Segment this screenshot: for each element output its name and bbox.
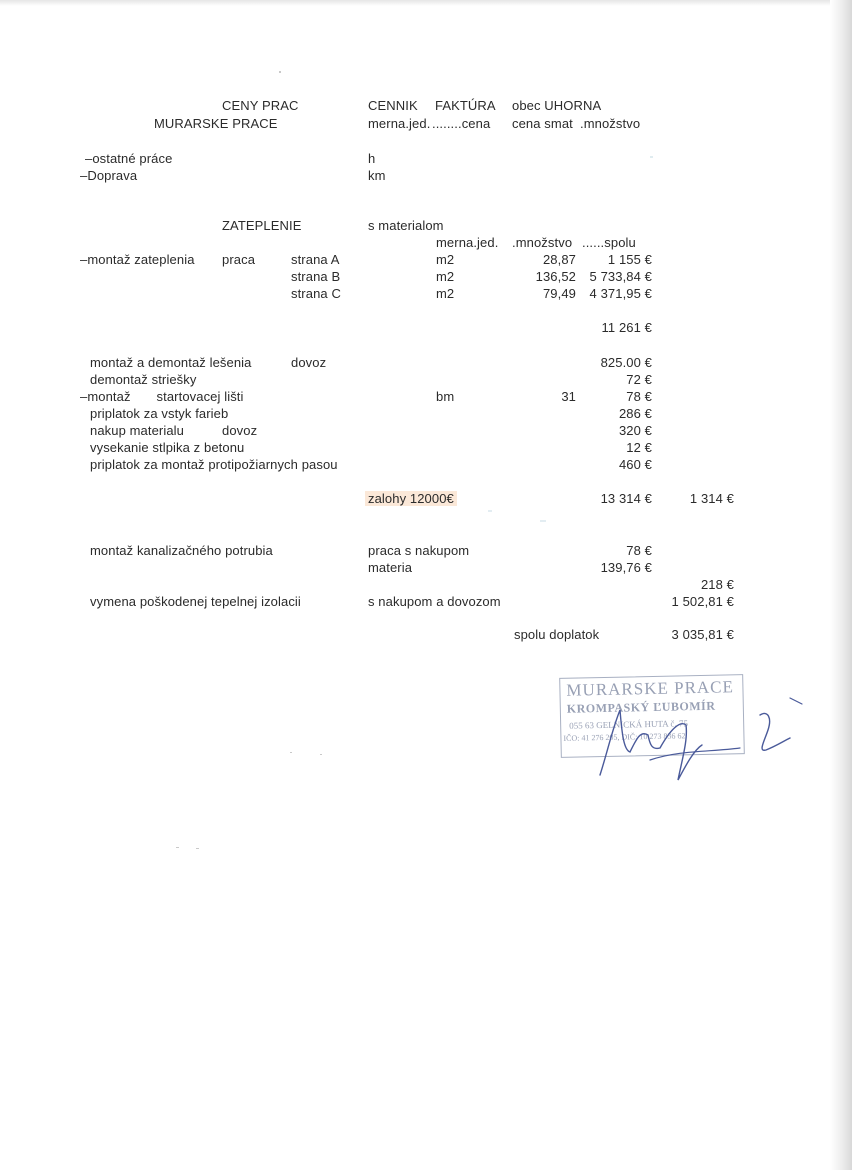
doprava-label: –Doprava [80, 168, 138, 183]
header-cennik: CENNIK [368, 98, 418, 113]
scan-speck [290, 752, 292, 753]
strana-c-label: strana C [291, 286, 341, 301]
item-farby-label: priplatok za vstyk farieb [90, 406, 229, 421]
zalohy-doplatok: 1 314 € [689, 491, 734, 506]
strana-b-total: 5 733,84 € [589, 269, 652, 284]
scan-speck [196, 848, 199, 849]
item-material-total: 320 € [618, 423, 652, 438]
item-pasy-label: priplatok za montaž protipožiarnych pasou [90, 457, 338, 472]
spolu-label: spolu doplatok [514, 627, 600, 642]
strana-b-qty: 136,52 [535, 269, 576, 284]
header-murarske-prace: MURARSKE PRACE [154, 116, 278, 131]
item-lesenie-label: montaž a demontaž lešenia [90, 355, 252, 370]
zateplenie-label: –montaž zateplenia [80, 252, 195, 267]
kanal-materia-val: 139,76 € [600, 560, 652, 575]
item-striesky-label: demontaž striešky [90, 372, 197, 387]
izolacia-label: vymena poškodenej tepelnej izolacii [90, 594, 301, 609]
header-faktura: FAKTÚRA [435, 98, 496, 113]
zalohy-total: 13 314 € [600, 491, 652, 506]
stamp-line-4: IČO: 41 276 205, DIČ: 10 273 836 62 [563, 731, 686, 743]
zateplenie-col-merna-jed: merna.jed. [436, 235, 499, 250]
strana-c-unit: m2 [436, 286, 455, 301]
zateplenie-s-materialom: s materialom [368, 218, 444, 233]
kanal-praca-label: praca s nakupom [368, 543, 470, 558]
item-lista-label: –montaž startovacej lišti [80, 389, 244, 404]
kanal-label: montaž kanalizačného potrubia [90, 543, 273, 558]
scan-edge-top [0, 0, 852, 6]
item-striesky-total: 72 € [626, 372, 652, 387]
header-cena-smat: cena smat [512, 116, 573, 131]
strana-a-unit: m2 [436, 252, 455, 267]
kanal-materia-label: materia [368, 560, 413, 575]
item-stlpik-label: vysekanie stlpika z betonu [90, 440, 245, 455]
doprava-unit: km [368, 168, 386, 183]
header-obec: obec UHORNA [512, 98, 602, 113]
ostatne-prace-unit: h [368, 151, 376, 166]
ostatne-prace-label: –ostatné práce [85, 151, 173, 166]
zateplenie-col-spolu: ......spolu [582, 235, 636, 250]
spolu-val: 3 035,81 € [671, 627, 734, 642]
zalohy-highlight: zalohy 12000€ [365, 491, 457, 506]
stamp-line-1: MURARSKE PRACE [566, 677, 735, 700]
header-mnozstvo: .množstvo [580, 116, 641, 131]
izolacia-val: 1 502,81 € [671, 594, 734, 609]
scan-speck [320, 754, 322, 755]
scan-speck [540, 520, 546, 522]
stamp-line-3: 055 63 GELNICKÁ HUTA č. 75 [569, 718, 689, 731]
strana-a-total: 1 155 € [607, 252, 652, 267]
header-ceny-prac: CENY PRAC [222, 98, 299, 113]
item-material-extra: dovoz [222, 423, 258, 438]
scan-edge-right [830, 0, 852, 1170]
zateplenie-title: ZATEPLENIE [222, 218, 302, 233]
scan-speck [488, 510, 492, 512]
stamp-line-2: KROMPASKÝ ĽUBOMÍR [566, 698, 716, 716]
strana-a-qty: 28,87 [542, 252, 576, 267]
item-pasy-total: 460 € [618, 457, 652, 472]
strana-b-label: strana B [291, 269, 341, 284]
strana-b-unit: m2 [436, 269, 455, 284]
strana-a-label: strana A [291, 252, 340, 267]
zateplenie-col-mnozstvo: .množstvo [512, 235, 573, 250]
item-lista-qty: 31 [561, 389, 576, 404]
zalohy-label [368, 491, 457, 507]
izolacia-desc: s nakupom a dovozom [368, 594, 501, 609]
scan-speck [176, 847, 179, 848]
header-merna-jed: merna.jed. [368, 116, 431, 131]
kanal-praca-val: 78 € [626, 543, 652, 558]
item-lesenie-total: 825.00 € [600, 355, 652, 370]
item-lista-total: 78 € [626, 389, 652, 404]
header-cena: ........cena [432, 116, 491, 131]
item-farby-total: 286 € [618, 406, 652, 421]
zateplenie-praca: praca [222, 252, 256, 267]
zateplenie-sum: 11 261 € [601, 320, 652, 335]
strana-c-qty: 79,49 [542, 286, 576, 301]
item-lista-unit: bm [436, 389, 455, 404]
scan-speck [650, 156, 653, 158]
item-lesenie-extra: dovoz [291, 355, 327, 370]
strana-c-total: 4 371,95 € [589, 286, 652, 301]
kanal-sum: 218 € [700, 577, 734, 592]
handwritten-signature [590, 690, 820, 790]
item-stlpik-total: 12 € [626, 440, 652, 455]
item-material-label: nakup materialu [90, 423, 184, 438]
scan-speck [279, 71, 281, 73]
